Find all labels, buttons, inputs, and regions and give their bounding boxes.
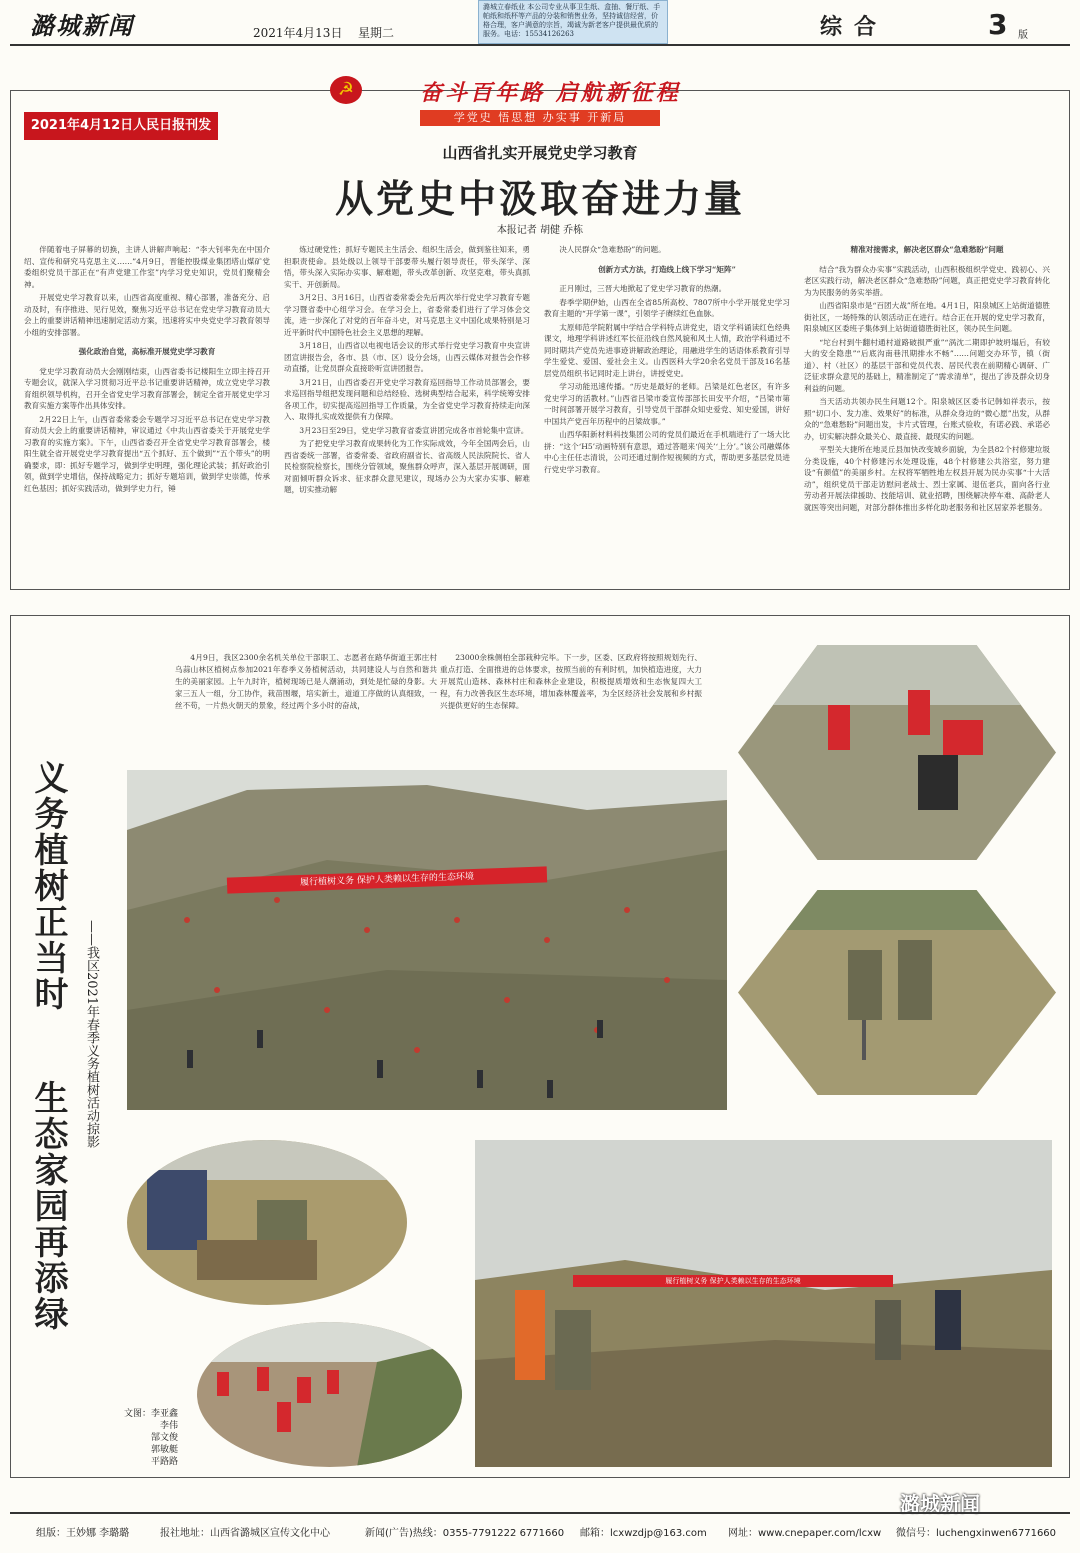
source-tag: 2021年4月12日人民日报刊发	[24, 112, 218, 140]
paragraph: 决人民群众“急难愁盼”的问题。	[559, 245, 666, 254]
paragraph: 平型关大捷所在地灵丘县加快改变城乡面貌，为全县82个村修建垃圾分类设施，40个村修建污水处理设施，48个村修建公共浴室，努力建设“有颜值”的美丽乡村。左权将军牺牲地左权县开展为民办实事“十大活动”，组织党员干部走访慰问老战士、烈士家属、退伍老兵，面向各行业劳动者开展法律援助、技能培训、就业招聘，围绕解决停车难、高龄老人就医等突出问题，对部分群体推出多样化助老服务和社区居家养老服务。	[804, 445, 1050, 512]
paragraph: 为了把党史学习教育成果转化为工作实际成效，今年全国两会后，山西省委统一部署，省委常委、省政府副省长、省高级人民法院院长、省人民检察院检察长，围绕分管领域，聚焦群众呼声，深入基层开展调研，面对面倾听群众诉求、征求群众意见建议，现场办公为大家办实事、解难题，切实推动解	[284, 439, 530, 494]
issue-date: 2021年4月13日	[253, 26, 343, 40]
paragraph: 3月18日，山西省以电视电话会议的形式举行党史学习教育中央宣讲团宣讲报告会，各市、县（市、区）设分会场，山西云媒体对报告会作移动直播，让党员群众直接聆听宣讲团报告。	[284, 341, 530, 373]
paragraph: 2月22日上午，山西省委常委会专题学习习近平总书记在党史学习教育动员大会上的重要讲话精神，审议通过《中共山西省委关于开展党史学习教育的实施方案》。下午，山西省委召开全省党史学习教育部署会，楼阳生就全省开展党史学习教育提出“五个抓好、五个做到”“五个带头”的明确要求，即：抓好专题学习，做到学史明理，强化理论武装；抓好政治引领，做到学史增信，保持战略定力；抓好专题培训，做到学史崇德，传承红色基因；抓好实践活动，做到学史力行，锤	[24, 414, 270, 493]
section-subheading: 精准对接需求，解决老区群众“急难愁盼”问题	[850, 245, 1004, 254]
footer-editor: 组版：王妙娜 李璐璐	[36, 1528, 130, 1539]
paragraph: 太原师范学院附属中学结合学科特点讲党史，语文学科诵读红色经典课文，地理学科讲述红军长征沿线自然风貌和风土人情，政治学科通过不同时期共产党员先进事迹讲解政治理论，用融进学生的话语体系教育引导学生爱党、爱国、爱社会主义。山西医科大学20余名党员干部及16名基层党员组织书记同时走上讲台，讲授党史。	[544, 322, 790, 378]
paragraph: 当天活动共领办民生问题12个。阳泉城区区委书记韩如祥表示，按照“切口小、发力准、效果好”的标准，从群众身边的“微心愿”出发，从群众的“急难愁盼”问题出发，卡片式管理，台账式验收，有诺必践、承诺必办，切实解决群众最关心、最直接、最现实的问题。	[804, 397, 1050, 441]
banner-slogan: 奋斗百年路 启航新征程	[420, 80, 681, 106]
paragraph: “坨台村到牛翻村通村道路破损严重”“涡沈二期即护坡坍塌后，有较大的安全隐患”“后底沟南巷汛期排水不畅”……问题交办环节，镇（街道）、村（社区）的基层干部和党员代表、居民代表在前期精心调研、广泛征求群众意见的基础上，精准制定了“需求清单”，提出了涉及群众切身利益的问题。	[804, 337, 1050, 393]
paragraph: 正月刚过，三晋大地掀起了党史学习教育的热潮。	[559, 284, 727, 293]
feature-intro-1	[175, 652, 437, 732]
article-column-3	[544, 244, 790, 574]
photo-credits	[120, 1408, 178, 1468]
paragraph: 3月23日至29日，党史学习教育省委宣讲团完成各市首轮集中宣讲。	[299, 425, 529, 435]
credit-name: 李伟	[159, 1421, 178, 1431]
section-subheading: 强化政治自觉，高标准开展党史学习教育	[78, 347, 216, 356]
section-subheading: 创新方式方法，打造线上线下学习“矩阵”	[598, 264, 736, 274]
paragraph: 4月9日，我区2300余名机关单位干部职工、志愿者在路华街道王郭庄村乌蒜山林区植树点参加2021年春季义务植树活动，共同建设人与自然和谐共生的美丽家园。上午九时许，植树现场已是人潮涌动，到处是忙碌的身影。大家三五人一组，分工协作，栽苗围堰，培实新土，道道工序做的认真细致，一丝不苟，一片热火朝天的景象，经过两个多小时的奋战，	[175, 653, 437, 710]
feature-title-2: 生态家园再添绿	[28, 1080, 68, 1332]
feature-subtitle: ——我区2021年春季义务植树活动掠影	[84, 920, 99, 1149]
footer-wechat: 微信号：luchengxinwen6771660	[896, 1528, 1057, 1539]
feature-title-1: 义务植树正当时	[28, 760, 68, 1012]
paragraph: 3月2日、3月16日，山西省委常委会先后两次举行党史学习教育专题学习暨省委中心组学习会。在学习会上，省委常委们进行了学习体会交流，进一步深化了对党的百年奋斗史，对马克思主义中国化成果特别是习近平新时代中国特色社会主义思想的理解。	[284, 293, 530, 337]
page-number: 3	[988, 8, 1008, 41]
credit-name: 郜文俊	[150, 1433, 178, 1443]
paragraph: 23000余株侧柏全部栽种完毕。下一步，区委、区政府将按照规划先行、重点打造、全面推进的总体要求，按照当前的有利时机，加快植造进度，大力开展荒山造林、森林村庄和森林企业建设，积极提质增效和生态恢复四大工程，有力改善我区生态环境，增加森林覆盖率，为全区经济社会发展和乡村振兴提供更好的生态保障。	[440, 653, 702, 710]
paragraph: 学习动能迅速传播。“历史是最好的老师。吕梁是红色老区，有许多党史学习的活教材。”山西省吕梁市委宣传部部长田安平介绍，“吕梁市第一时间部署开展学习教育，引导党员干部群众知史爱党、知史爱国，讲好中国共产党百年历程中的吕梁故事。”	[544, 382, 790, 426]
paragraph: 结合“我为群众办实事”实践活动，山西积极组织学党史、践初心、兴老区实践行动，解决老区群众“急难愁盼”问题，真正把党史学习教育转化为为民服务的务实举措。	[804, 264, 1050, 297]
footer	[10, 1512, 1070, 1542]
footer-email[interactable]: 邮箱：lcxwzdjp@163.com	[580, 1528, 707, 1539]
credit-name: 平路路	[150, 1457, 178, 1467]
photo-hillside-planting	[127, 770, 727, 1110]
party-emblem-icon: ☭	[330, 76, 362, 104]
newspaper-logo: 潞城新闻	[30, 11, 134, 40]
section-name: 综合	[820, 14, 889, 40]
banner-subtitle: 学党史 悟思想 办实事 开新局	[420, 110, 660, 126]
paragraph: 春季学期伊始，山西在全省85所高校、7807所中小学开展党史学习教育主题的“开学第一课”，引领学子赓续红色血脉。	[544, 297, 790, 318]
photo-team-hillside	[475, 1140, 1052, 1467]
article-headline: 从党史中汲取奋进力量	[334, 177, 745, 221]
paragraph: 开展党史学习教育以来，山西省高度重视、精心部署，准备充分、启动及时，有序推进、见行见效，聚焦习近平总书记在党史学习教育动员大会上的重要讲话精神迅速制定活动方案，迅速将实中央党史学习教育领导小组的安排部署。	[24, 293, 270, 337]
article-kicker: 山西省扎实开展党史学习教育	[442, 144, 638, 162]
article-column-4	[804, 244, 1050, 574]
paragraph: 党史学习教育动员大会刚刚结束，山西省委书记楼阳生立即主持召开专题会议，就深入学习贯彻习近平总书记重要讲话精神，成立党史学习教育组织领导机构，召开全省党史学习教育部署会，制定全省开展党史学习教育实施方案等作出具体安排。	[24, 366, 270, 410]
feature-intro-2	[440, 652, 702, 732]
paragraph: 伴随着电子屏幕的切换，主讲人讲解声响起：“李大钊率先在中国介绍、宣传和研究马克思主义……”4月9日，晋能控股煤业集团塔山煤矿党委组织党员干部正在“有声党建工作室”内学习党史知识，党员们聚精会神。	[24, 245, 270, 289]
paragraph: 炼过硬党性；抓好专题民主生活会、组织生活会，做到鉴往知来，勇担职责使命。县处级以上领导干部要带头履行领导责任，带头深学、深悟，带头深入实际办实事、解难题，带头改革创新、攻坚克难，带头真抓实干、开创新局。	[284, 245, 530, 289]
article-byline: 本报记者 胡健 乔栋	[496, 225, 584, 236]
footer-website[interactable]: 网址：www.cnepaper.com/lcxw	[728, 1528, 882, 1539]
page-suffix: 版	[1018, 30, 1028, 41]
credit-name: 李亚鑫	[150, 1409, 178, 1419]
footer-address: 报社地址：山西省潞城区宣传文化中心	[160, 1528, 330, 1539]
photo-group-oval	[197, 1322, 462, 1467]
paragraph: 3月21日，山西省委召开党史学习教育巡回指导工作动员部署会，要求巡回指导组把发现问题和总结经验、选树典型结合起来，科学统筹安排各项工作，切实提高巡回指导工作质量，为全省党史学习教育持续走向深入、取得扎实成效提供有力保障。	[284, 377, 530, 421]
article-column-2	[284, 244, 530, 574]
paragraph: 山西华阳新材料科技集团公司的党员们最近在手机端进行了一场大比拼：“这个‘H5’动画特别有意思，通过答题来‘闯关’‘上分’。”该公司融媒体中心主任任志清说，公司还通过制作短视频的方式，帮助更多基层党员进行党史学习教育。	[544, 430, 790, 474]
photo-banner: 履行植树义务 保护人类赖以生存的生态环境	[573, 1275, 893, 1287]
photo-banner: 履行植树义务 保护人类赖以生存的生态环境	[227, 866, 547, 893]
footer-hotline: 新闻(广告)热线：0355-7791222 6771660	[365, 1528, 565, 1539]
credits-label	[120, 1408, 178, 1420]
issue-weekday: 星期二	[358, 26, 395, 40]
masthead-ad: 潞城立春纸业 本公司专业从事卫生纸、盒抽、餐厅纸、手帕纸和纸杯等产品的分装和销售业务，坚持诚信经营，价格合理，客户满意的宗旨，竭诚为新老客户提供最优质的服务。电话：15534126263	[478, 0, 668, 44]
credits-label-text: 文图：	[123, 1409, 151, 1419]
article-column-1	[24, 244, 270, 574]
credit-name: 郭敏艇	[150, 1445, 178, 1455]
paragraph: 山西省阳泉市是“百团大战”所在地。4月1日，阳泉城区上站街道德胜街社区，一场特殊的认领活动正在进行。结合正在开展的党史学习教育，阳泉城区区委班子集体到上站街道德胜街社区，领办民生问题。	[804, 301, 1050, 333]
watermark: 潞城新闻	[900, 1492, 980, 1516]
photo-planting-oval	[127, 1140, 407, 1305]
campaign-banner	[330, 76, 770, 106]
